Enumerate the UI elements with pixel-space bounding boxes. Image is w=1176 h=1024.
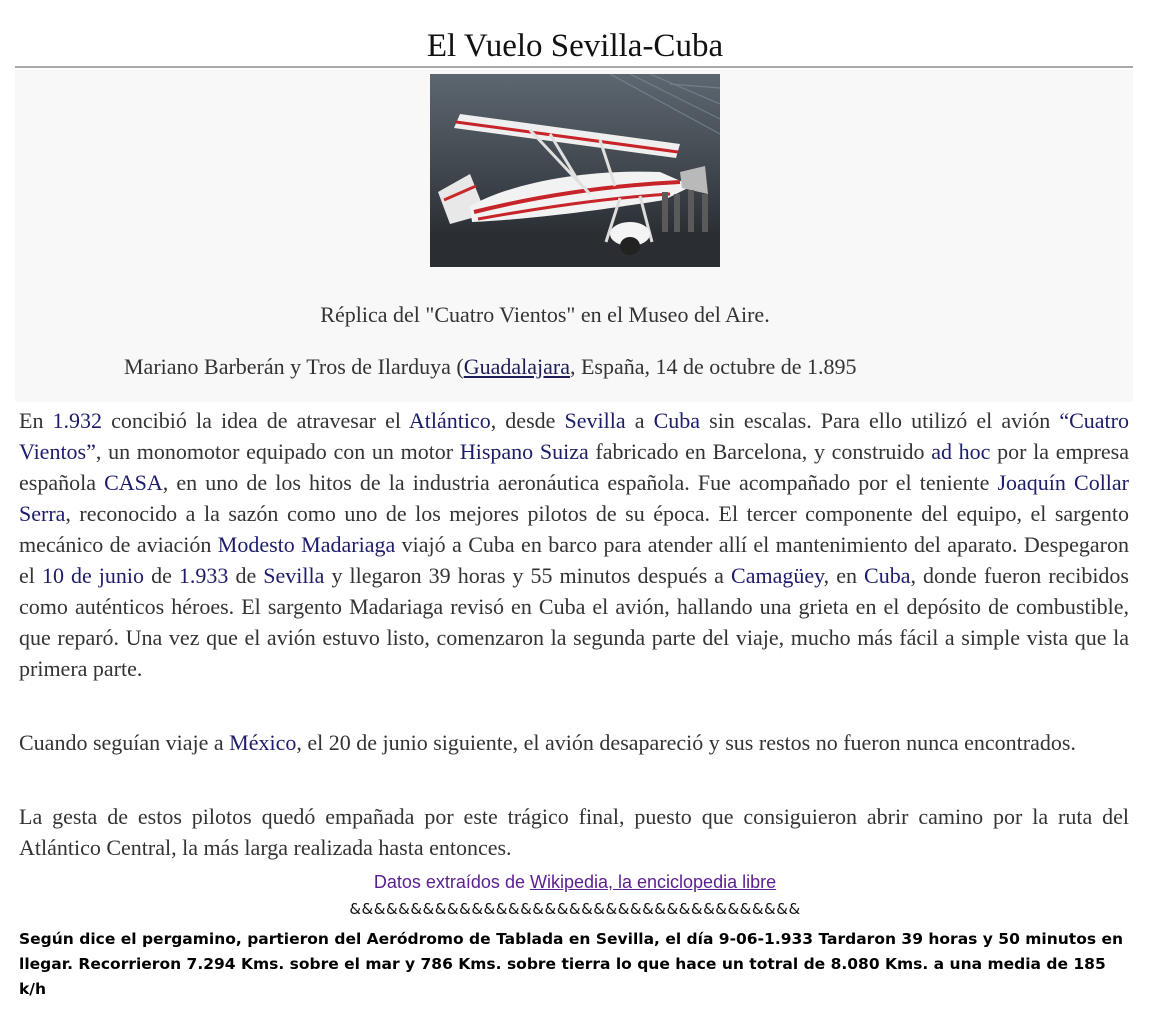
source-line (0, 872, 1150, 893)
biplane-photo-icon (430, 74, 720, 267)
text: , reconocido a la sazón como uno de los mejores pilotos de su época. El tercer componente del equipo, el sargento mecánico de aviación (19, 501, 1129, 557)
text: sin escalas. Para ello utilizó el avión (700, 408, 1060, 433)
guadalajara-link[interactable]: Guadalajara (463, 354, 570, 379)
photo-caption: Réplica del "Cuatro Vientos" en el Museo del Aire. (320, 302, 770, 327)
paragraph-3: La gesta de estos pilotos quedó empañada por este trágico final, puesto que consiguieron abrir camino por la ruta del Atlántico Central, la más larga realizada hasta entonces. (19, 804, 1129, 860)
text: , en (823, 563, 865, 588)
link-ad-hoc[interactable]: ad hoc (931, 439, 991, 464)
text: por la empresa española (19, 439, 1129, 495)
text: Cuando seguían viaje a (19, 730, 230, 755)
link-camaguey[interactable]: Camagüey (731, 563, 824, 588)
title-divider (15, 66, 1133, 68)
link-sevilla-2[interactable]: Sevilla (263, 563, 325, 588)
link-cuba[interactable]: Cuba (653, 408, 701, 433)
text: , un monomotor equipado con un motor (95, 439, 460, 464)
text: , el 20 de junio siguiente, el avión desapareció y sus restos no fueron nunca encontrados. (296, 730, 1076, 755)
text: de (228, 563, 264, 588)
text: concibió la idea de atravesar el (102, 408, 409, 433)
link-1933[interactable]: 1.933 (178, 563, 229, 588)
text: , en uno de los hitos de la industria aeronáutica española. Fue acompañado por el teniente (162, 470, 998, 495)
text: y llegaron 39 horas y 55 minutos después a (324, 563, 732, 588)
bio-line (124, 354, 857, 380)
ampersand-separator: &&&&&&&&&&&&&&&&&&&&&&&&&&&&&&&&&&&&& (349, 900, 801, 918)
text: a (625, 408, 654, 433)
text: En (19, 408, 53, 433)
paragraph-1 (19, 405, 1129, 684)
text: fabricado en Barcelona, y construido (588, 439, 932, 464)
link-hispano-suiza[interactable]: Hispano Suiza (459, 439, 589, 464)
bio-before: Mariano Barberán y Tros de Ilarduya ( (124, 354, 464, 379)
text: , desde (490, 408, 565, 433)
page-title: El Vuelo Sevilla-Cuba (426, 28, 724, 64)
link-atlantico[interactable]: Atlántico (408, 408, 491, 433)
link-sevilla[interactable]: Sevilla (564, 408, 626, 433)
source-prefix: Datos extraídos de (373, 872, 530, 892)
link-modesto-madariaga[interactable]: Modesto Madariaga (217, 532, 396, 557)
link-cuba-2[interactable]: Cuba (864, 563, 911, 588)
link-10-junio[interactable]: 10 de junio (41, 563, 145, 588)
link-cuatro-vientos[interactable]: “Cuatro Vientos” (19, 408, 1129, 464)
text: de (144, 563, 179, 588)
link-1932[interactable]: 1.932 (52, 408, 103, 433)
text: , donde fueron recibidos como auténticos héroes. El sargento Madariaga revisó en Cuba el avión, hallando una grieta en el depósito de combustible, que reparó. Una vez que el avión estuvo listo, comenzaron la segunda parte del viaje, mucho más fácil a simple vista que la primera parte. (19, 563, 1129, 681)
link-casa[interactable]: CASA (104, 470, 163, 495)
link-mexico[interactable]: México (229, 730, 297, 755)
biplane-photo (430, 74, 720, 267)
paragraph-2 (19, 727, 1129, 758)
pergamino-note: Según dice el pergamino, partieron del Aeródromo de Tablada en Sevilla, el día 9-06-1.933 Tardaron 39 horas y 50 minutos en llegar. Recorrieron 7.294 Kms. sobre el mar y 786 Kms. sobre tierra lo que hace un totral de 8.080 Kms. a una media de 185 k/h (19, 930, 1124, 998)
wikipedia-link[interactable]: Wikipedia, la enciclopedia libre (529, 872, 777, 892)
bio-after: , España, 14 de octubre de 1.895 (569, 354, 857, 379)
link-joaquin-collar[interactable]: Joaquín Collar Serra (19, 470, 1130, 526)
text: viajó a Cuba en barco para atender allí el mantenimiento del aparato. Despegaron el (19, 532, 1129, 588)
